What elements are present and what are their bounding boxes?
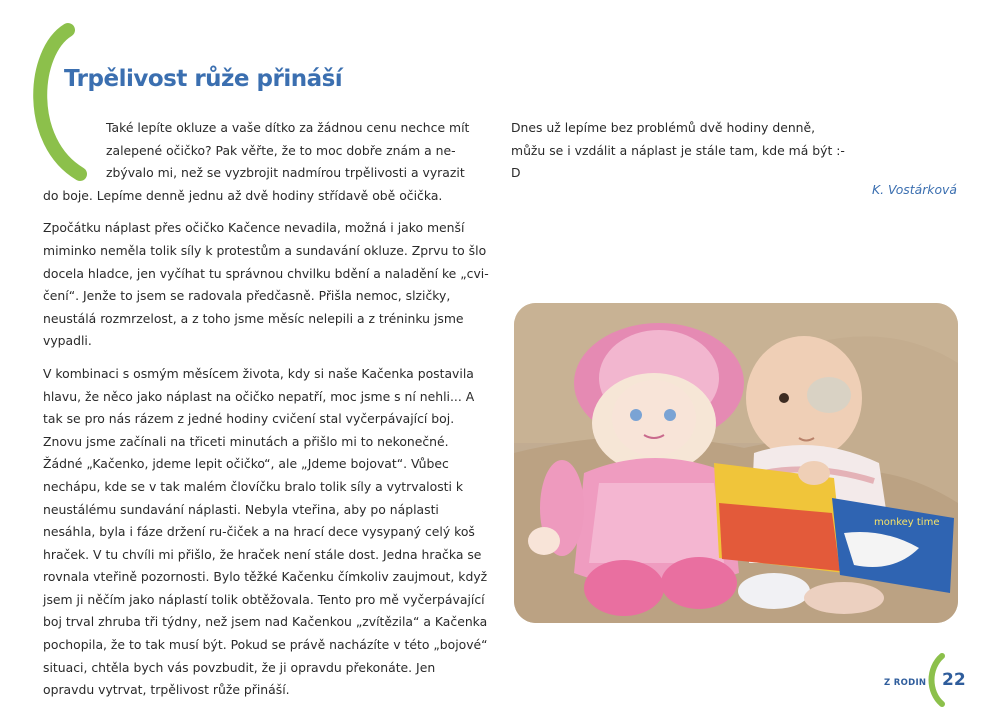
right-column bbox=[511, 117, 851, 185]
lead-line-2: zalepené očičko? Pak věřte, že to moc dobře znám a ne- bbox=[106, 142, 456, 158]
paragraph-2: Zpočátku náplast přes očičko Kačence nevadila, možná i jako menší miminko neměla tolik síly k protestům a sundavání okluze. Zprvu to šlo docela hladce, jen vyčíhat tu správnou chvilku bdění a naladění ke „cvi-čení“. Jenže to jsem se radovala předčasně. Přišla nemoc, slzičky, neustálá rozmrzelost, a z toho jsme měsíc nelepili a z tréninku jsme vypadli. bbox=[43, 220, 489, 349]
lead-paragraph bbox=[43, 117, 490, 207]
photo-baby-with-doll bbox=[514, 303, 958, 623]
book-cover-text: monkey time bbox=[874, 517, 940, 528]
page-number: 22 bbox=[942, 670, 966, 690]
author-signature: K. Vostárková bbox=[871, 182, 957, 197]
photo-illustration bbox=[514, 303, 958, 623]
lead-line-4: do boje. Lepíme denně jednu až dvě hodiny střídavě obě očička. bbox=[43, 187, 443, 203]
article-title: Trpělivost růže přináší bbox=[64, 66, 343, 92]
lead-line-3: zbývalo mi, než se vyzbrojit nadmírou trpělivosti a vyrazit bbox=[106, 165, 465, 181]
right-paragraph: Dnes už lepíme bez problémů dvě hodiny denně, můžu se i vzdálit a náplast je stále tam, kde má být :-D bbox=[511, 120, 845, 181]
left-column bbox=[43, 117, 490, 702]
paragraph-3: V kombinaci s osmým měsícem života, kdy si naše Kačenka postavila hlavu, že něco jako náplast na očičko nepatří, moc jsme s ní nehli... A tak se pro nás rázem z jedné hodiny cvičení stal vyčerpávající boj. Znovu jsme začínali na třiceti minutách a přišlo mi to nekonečné. Žádné „Kačenko, jdeme lepit očičko“, ale „Jdeme bojovat“. Vůbec nechápu, kde se v tak malém človíčku bralo tolik síly a vytrvalosti k neustálému sundavání náplasti. Nebyla vteřina, aby po náplasti nesáhla, byla i fáze držení ru-čiček a na hrací dece vysypaný celý koš hraček. V tu chvíli mi přišlo, že hraček není stále dost. Jedna hračka se rovnala vteřině pozornosti. Bylo těžké Kačenku čímkoliv zaujmout, když jsem ji něčím jako náplastí tolik obtěžovala. Tento pro mě vyčerpávající boj trval zhruba tři týdny, než jsem nad Kačenkou „zvítězila“ a Kačenka pochopila, že to tak musí být. Pokud se právě nacházíte v této „bojové“ situaci, chtěla bych vás povzbudit, že ji opravdu překonáte. Jen opravdu vytrvat, trpělivost růže přináší. bbox=[43, 365, 488, 698]
lead-line-1: Také lepíte okluze a vaše dítko za žádnou cenu nechce mít bbox=[106, 120, 470, 135]
footer-section-label: Z RODIN bbox=[884, 678, 927, 688]
